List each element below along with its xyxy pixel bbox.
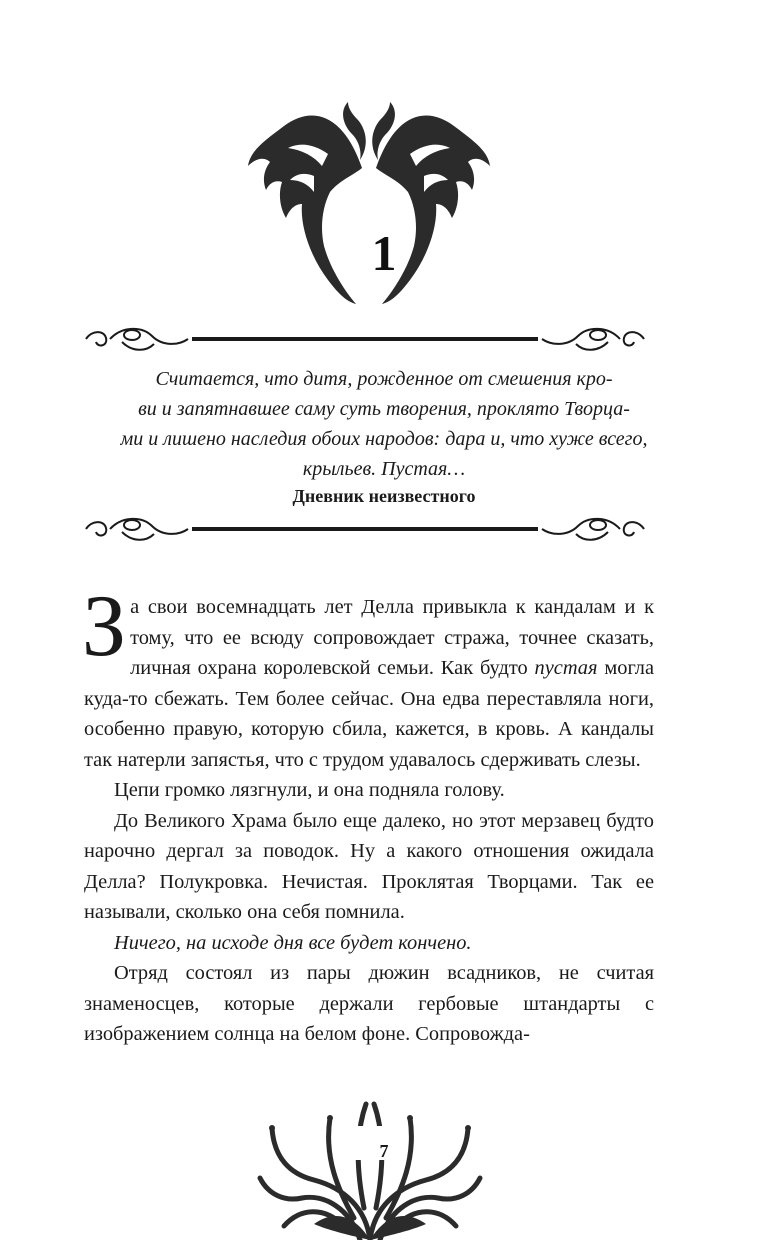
paragraph: До Великого Храма было еще далеко, но этот мерзавец будто нарочно дергал за поводок. Ну а какого отношения ожидала Делла? Полукровка. Нечистая. Проклятая Творцами. Так ее называли, сколько она себя помнила.: [84, 809, 654, 923]
epigraph-line: ви и запятнавшее саму суть творения, проклято Творца-: [138, 398, 630, 420]
flourish-divider-icon: [82, 322, 648, 356]
italic-word: пустая: [534, 657, 598, 679]
paragraph-italic: Ничего, на исходе дня все будет кончено.: [114, 931, 472, 954]
epigraph-line: ми и лишено наследия обоих народов: дара и, что хуже всего,: [120, 428, 648, 450]
paragraph-text: а свои восемнадцать лет Делла привыкла к кандалам и к тому, что ее всюду сопровождает стража, точнее сказать, личная охрана королевской семьи. Как будто: [130, 596, 654, 679]
paragraph: [82, 578, 654, 775]
drop-cap: З: [82, 578, 127, 675]
thorn-branches-ornament-icon: [254, 1098, 486, 1240]
chapter-number: 1: [371, 225, 397, 281]
paragraph-text: могла куда-то сбежать. Тем более сейчас. Она едва переставляла ноги, особенно правую, которую сбила, кажется, в кровь. А кандалы так натерли запястья, что с трудом удавалось сдерживать слезы.: [84, 657, 654, 771]
paragraph: Отряд состоял из пары дюжин всадников, не считая знаменосцев, которые держали гербовые штандарты с изображением солнца на белом фоне. Сопровожда-: [84, 962, 654, 1045]
epigraph: [110, 364, 658, 484]
epigraph-source: Дневник неизвестного: [292, 486, 476, 506]
dragon-wings-ornament-icon: [244, 96, 494, 311]
epigraph-line: Считается, что дитя, рожденное от смешения кро-: [155, 368, 613, 390]
chapter-body: [82, 578, 654, 1050]
epigraph-line: крыльев. Пустая…: [302, 458, 466, 480]
page-number: 7: [379, 1141, 389, 1161]
paragraph: Цепи громко лязгнули, и она подняла голову.: [114, 779, 505, 801]
flourish-divider-icon: [82, 512, 648, 546]
